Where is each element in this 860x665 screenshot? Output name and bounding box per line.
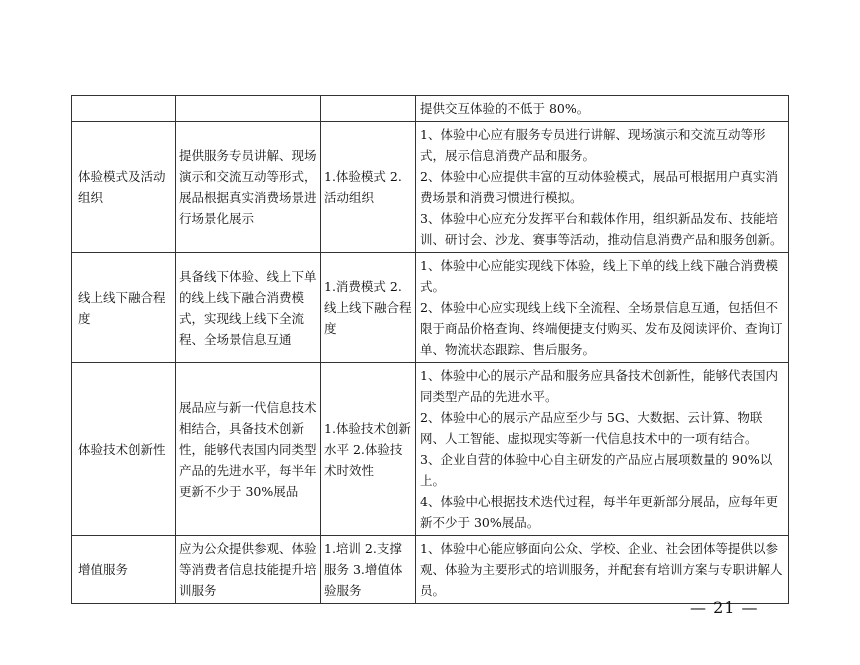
requirement-cell [416,363,789,536]
requirement-cell [416,96,789,122]
table-row [72,253,789,363]
dimension-cell [72,96,176,122]
description-cell: 具备线下体验、线上下单的线上线下融合消费模式，实现线上线下全流程、全场景信息互通 [176,253,321,363]
indicator-cell: 1.培训 2.支撑服务 3.增值体验服务 [321,536,416,604]
page-number: — 21 — [690,598,759,617]
requirement-item: 3、体验中心应充分发挥平台和载体作用，组织新品发布、技能培训、研讨会、沙龙、赛事等活动，推动信息消费产品和服务创新。 [420,211,783,247]
dimension-cell: 体验模式及活动组织 [72,122,176,253]
requirement-item: 2、体验中心应提供丰富的互动体验模式，展品可根据用户真实消费场景和消费习惯进行模拟。 [420,169,778,205]
indicator-cell: 1.体验技术创新水平 2.体验技术时效性 [321,363,416,536]
description-cell: 提供服务专员讲解、现场演示和交流互动等形式，展品根据真实消费场景进行场景化展示 [176,122,321,253]
requirement-item: 4、体验中心根据技术迭代过程，每半年更新部分展品，应每年更新不少于 30%展品。 [420,494,778,530]
requirement-cell [416,536,789,604]
requirements-table [71,95,789,604]
requirement-item: 提供交互体验的不低于 80%。 [420,101,590,116]
description-cell: 展品应与新一代信息技术相结合，具备技术创新性，能够代表国内同类型产品的先进水平，每半年更新不少于 30%展品 [176,363,321,536]
requirement-item: 3、企业自营的体验中心自主研发的产品应占展项数量的 90%以上。 [420,452,773,488]
dimension-cell: 体验技术创新性 [72,363,176,536]
requirement-cell [416,122,789,253]
indicator-cell [321,96,416,122]
requirement-item: 2、体验中心的展示产品应至少与 5G、大数据、云计算、物联网、人工智能、虚拟现实等新一代信息技术中的一项有结合。 [420,410,763,446]
table-row [72,536,789,604]
dimension-cell: 线上线下融合程度 [72,253,176,363]
requirement-item: 1、体验中心应能实现线下体验，线上下单的线上线下融合消费模式。 [420,258,778,294]
table-row [72,122,789,253]
requirement-item: 1、体验中心应有服务专员进行讲解、现场演示和交流互动等形式，展示信息消费产品和服务。 [420,127,766,163]
requirement-item: 1、体验中心的展示产品和服务应具备技术创新性，能够代表国内同类型产品的先进水平。 [420,368,778,404]
requirement-item: 1、体验中心能应够面向公众、学校、企业、社会团体等提供以参观、体验为主要形式的培训服务，并配套有培训方案与专职讲解人员。 [420,541,783,598]
table-row [72,363,789,536]
indicator-cell: 1.消费模式 2.线上线下融合程度 [321,253,416,363]
dimension-cell: 增值服务 [72,536,176,604]
description-cell: 应为公众提供参观、体验等消费者信息技能提升培训服务 [176,536,321,604]
requirement-item: 2、体验中心应实现线上线下全流程、全场景信息互通，包括但不限于商品价格查询、终端便捷支付购买、发布及阅读评价、查询订单、物流状态跟踪、售后服务。 [420,300,783,357]
requirement-cell [416,253,789,363]
indicator-cell: 1.体验模式 2.活动组织 [321,122,416,253]
description-cell [176,96,321,122]
table-row [72,96,789,122]
